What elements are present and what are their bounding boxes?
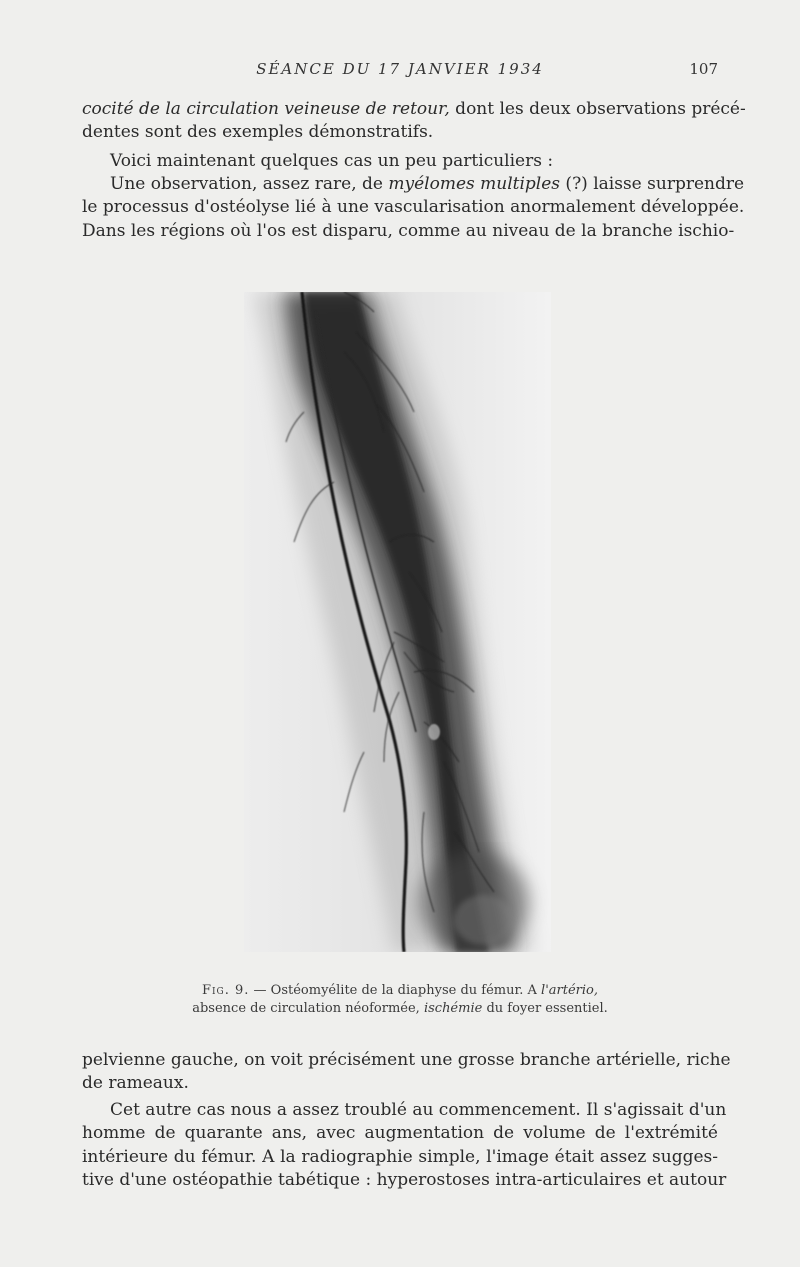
paragraph-3-line-3: Dans les régions où l'os est disparu, comme au niveau de la branche ischio- — [82, 220, 735, 241]
figure-label: Fig. 9. — [201, 983, 250, 998]
paragraph-1-line-1: cocité de la circulation veineuse de retour, dont les deux observations précé- — [82, 99, 746, 119]
paragraph-5 — [82, 1099, 727, 1192]
paragraph-2 — [82, 150, 718, 173]
figure-caption — [82, 982, 718, 1018]
paragraph-5-line-2: homme de quarante ans, avec augmentation de volume de l'extrémité — [82, 1123, 718, 1144]
paragraph-3 — [82, 173, 745, 243]
paragraph-5-line-1: Cet autre cas nous a assez troublé au commencement. Il s'agissait d'un — [110, 1100, 727, 1120]
paragraph-4-line-1: pelvienne gauche, on voit précisément une grosse branche artérielle, riche — [82, 1050, 731, 1070]
caption-line-1: Fig. 9. — Ostéomyélite de la diaphyse du fémur. A l'artério, — [201, 983, 598, 998]
figure-radiograph — [244, 292, 551, 952]
paragraph-4 — [82, 1049, 731, 1096]
running-title: SÉANCE DU 17 JANVIER 1934 — [256, 60, 544, 78]
caption-line-2: absence de circulation néoformée, ischémie du foyer essentiel. — [192, 1001, 608, 1016]
paragraph-5-line-4: tive d'une ostéopathie tabétique : hyperostoses intra-articulaires et autour — [82, 1169, 727, 1190]
radiograph-image — [244, 292, 551, 952]
paragraph-3-line-2: le processus d'ostéolyse lié à une vascularisation anormalement développée. — [82, 197, 745, 218]
page-number: 107 — [689, 60, 718, 78]
paragraph-3-line-1: Une observation, assez rare, de myélomes multiples (?) laisse surprendre — [110, 174, 745, 194]
italic-term: myélomes multiples — [388, 174, 561, 194]
paragraph-5-line-3: intérieure du fémur. A la radiographie simple, l'image était assez sugges- — [82, 1146, 718, 1167]
paragraph-1 — [82, 98, 746, 145]
paragraph-4-line-2: de rameaux. — [82, 1073, 189, 1094]
italic-phrase: cocité de la circulation veineuse de retour, — [82, 99, 450, 119]
paragraph-1-line-2: dentes sont des exemples démonstratifs. — [82, 122, 434, 143]
paragraph-2-line-1: Voici maintenant quelques cas un peu particuliers : — [110, 151, 554, 171]
running-header — [0, 60, 800, 84]
